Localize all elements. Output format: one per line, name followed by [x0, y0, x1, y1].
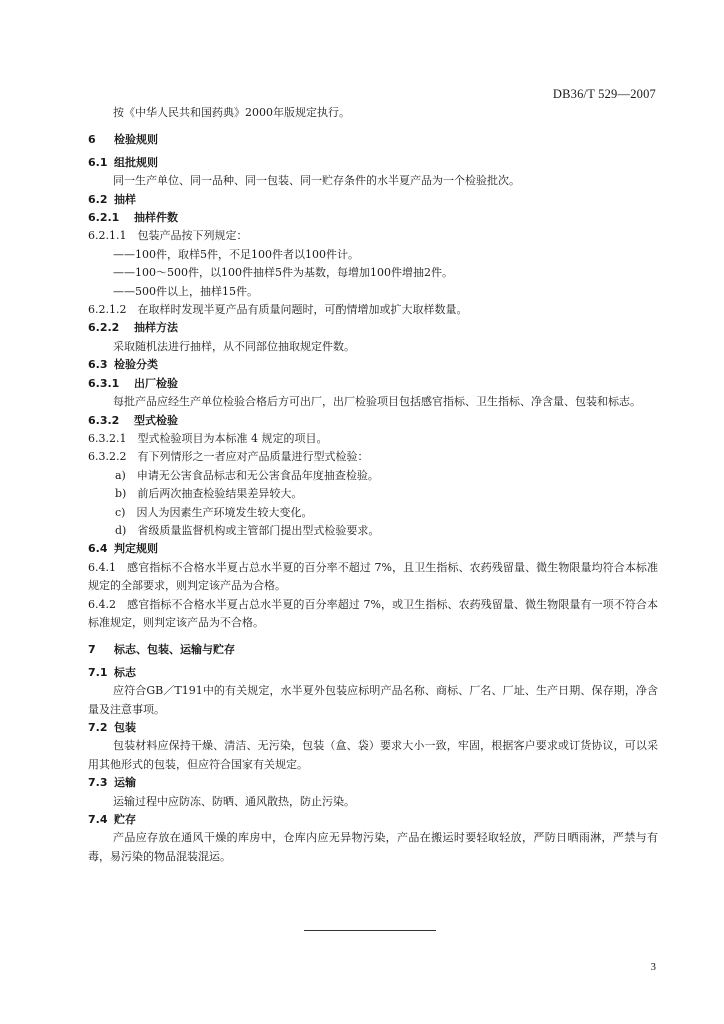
- paragraph-pharmacopoeia: 按《中华人民共和国药典》2000年版规定执行。: [113, 106, 350, 119]
- heading-7-3: [88, 774, 658, 792]
- heading-6-3-1: [88, 375, 658, 393]
- document-body: [88, 104, 658, 866]
- list-item-a: a) 申请无公害食品标志和无公害食品年度抽查检验。: [115, 468, 379, 482]
- heading-title: 出厂检验: [134, 376, 178, 390]
- clause-6-4-1: 6.4.1 感官指标不合格水半夏占总水半夏的百分率不超过 7%，且卫生指标、农药残留量、微生物限量均符合本标准规定的全部要求，则判定该产品为合格。: [88, 560, 658, 593]
- list-item-b: b) 前后两次抽查检验结果差异较大。: [115, 487, 303, 501]
- heading-7-1: [88, 664, 658, 682]
- heading-6-2: [88, 191, 658, 209]
- page-number: 3: [650, 961, 656, 973]
- heading-title: 抽样: [114, 192, 136, 206]
- heading-number: 6.4: [88, 542, 108, 556]
- paragraph-7-2: 包装材料应保持干燥、清洁、无污染，包装（盒、袋）要求大小一致，牢固，根据客户要求或订货协议，可以采用其他形式的包装，但应符合国家有关规定。: [88, 739, 658, 771]
- heading-title: 型式检验: [134, 413, 178, 427]
- heading-6-2-2: [88, 319, 658, 337]
- clause-6-2-1-1: 6.2.1.1 包装产品按下列规定：: [88, 229, 248, 243]
- end-rule: [304, 930, 436, 931]
- heading-number: 7: [88, 643, 96, 657]
- heading-6: [88, 131, 658, 149]
- heading-number: 6.3.1: [88, 376, 120, 390]
- heading-6-4: [88, 540, 658, 558]
- heading-number: 7.1: [88, 665, 108, 679]
- heading-number: 7.3: [88, 776, 108, 790]
- heading-number: 6.2: [88, 192, 108, 206]
- heading-7: [88, 641, 658, 659]
- heading-number: 6: [88, 133, 96, 147]
- heading-7-2: [88, 719, 658, 737]
- list-item-dash-1: ——100件，取样5件，不足100件者以100件计。: [113, 247, 359, 261]
- list-item-d: d) 省级质量监督机构或主管部门提出型式检验要求。: [115, 523, 380, 537]
- heading-title: 标志、包装、运输与贮存: [114, 643, 235, 657]
- paragraph-6-3-1: 每批产品应经生产单位检验合格后方可出厂，出厂检验项目包括感官指标、卫生指标、净含量、包装和标志。: [113, 395, 641, 409]
- heading-title: 检验分类: [114, 358, 158, 372]
- heading-6-3: [88, 356, 658, 374]
- paragraph-7-3: 运输过程中应防冻、防晒、通风散热，防止污染。: [113, 794, 355, 808]
- heading-title: 判定规则: [114, 542, 158, 556]
- heading-title: 运输: [114, 776, 136, 790]
- list-item-dash-2: ——100～500件，以100件抽样5件为基数，每增加100件增抽2件。: [113, 266, 453, 280]
- clause-6-3-2-1: 6.3.2.1 型式检验项目为本标准 4 规定的项目。: [88, 431, 328, 445]
- heading-number: 7.4: [88, 813, 108, 827]
- list-item-c: c) 因人为因素生产环境发生较大变化。: [115, 505, 313, 519]
- paragraph-6-1: 同一生产单位、同一品种、同一包装、同一贮存条件的水半夏产品为一个检验批次。: [113, 174, 520, 188]
- clause-6-3-2-2: 6.3.2.2 有下列情形之一者应对产品质量进行型式检验：: [88, 450, 369, 464]
- heading-title: 检验规则: [114, 133, 158, 147]
- clause-6-2-1-2: 6.2.1.2 在取样时发现半夏产品有质量问题时，可酌情增加或扩大取样数量。: [88, 303, 468, 317]
- heading-7-4: [88, 811, 658, 829]
- heading-title: 抽样方法: [134, 321, 178, 335]
- heading-number: 6.3: [88, 358, 108, 372]
- heading-6-3-2: [88, 412, 658, 430]
- heading-number: 6.2.1: [88, 211, 120, 225]
- list-item-dash-3: ——500件以上，抽样15件。: [113, 284, 258, 298]
- heading-title: 包装: [114, 721, 136, 734]
- heading-title: 抽样件数: [134, 211, 178, 225]
- heading-title: 组批规则: [114, 155, 158, 169]
- heading-number: 6.3.2: [88, 413, 120, 427]
- heading-title: 贮存: [114, 813, 136, 827]
- standard-code: DB36/T 529—2007: [552, 87, 656, 101]
- heading-6-2-1: [88, 209, 658, 227]
- heading-title: 标志: [114, 665, 136, 679]
- heading-6-1: [88, 154, 658, 172]
- clause-6-4-2: 6.4.2 感官指标不合格水半夏占总水半夏的百分率超过 7%，或卫生指标、农药残留量、微生物限量有一项不符合本标准规定，则判定该产品为不合格。: [88, 597, 658, 629]
- heading-number: 6.2.2: [88, 321, 120, 335]
- paragraph-6-2-2: 采取随机法进行抽样，从不同部位抽取规定件数。: [113, 339, 355, 353]
- heading-number: 6.1: [88, 155, 108, 169]
- heading-number: 7.2: [88, 721, 108, 734]
- paragraph-7-4: 产品应存放在通风干燥的库房中，仓库内应无异物污染，产品在搬运时要轻取轻放，严防日晒雨淋，严禁与有毒，易污染的物品混装混运。: [88, 831, 658, 863]
- paragraph-7-1: 应符合GB／T191中的有关规定，水半夏外包装应标明产品名称、商标、厂名、厂址、生产日期、保存期，净含量及注意事项。: [88, 684, 658, 716]
